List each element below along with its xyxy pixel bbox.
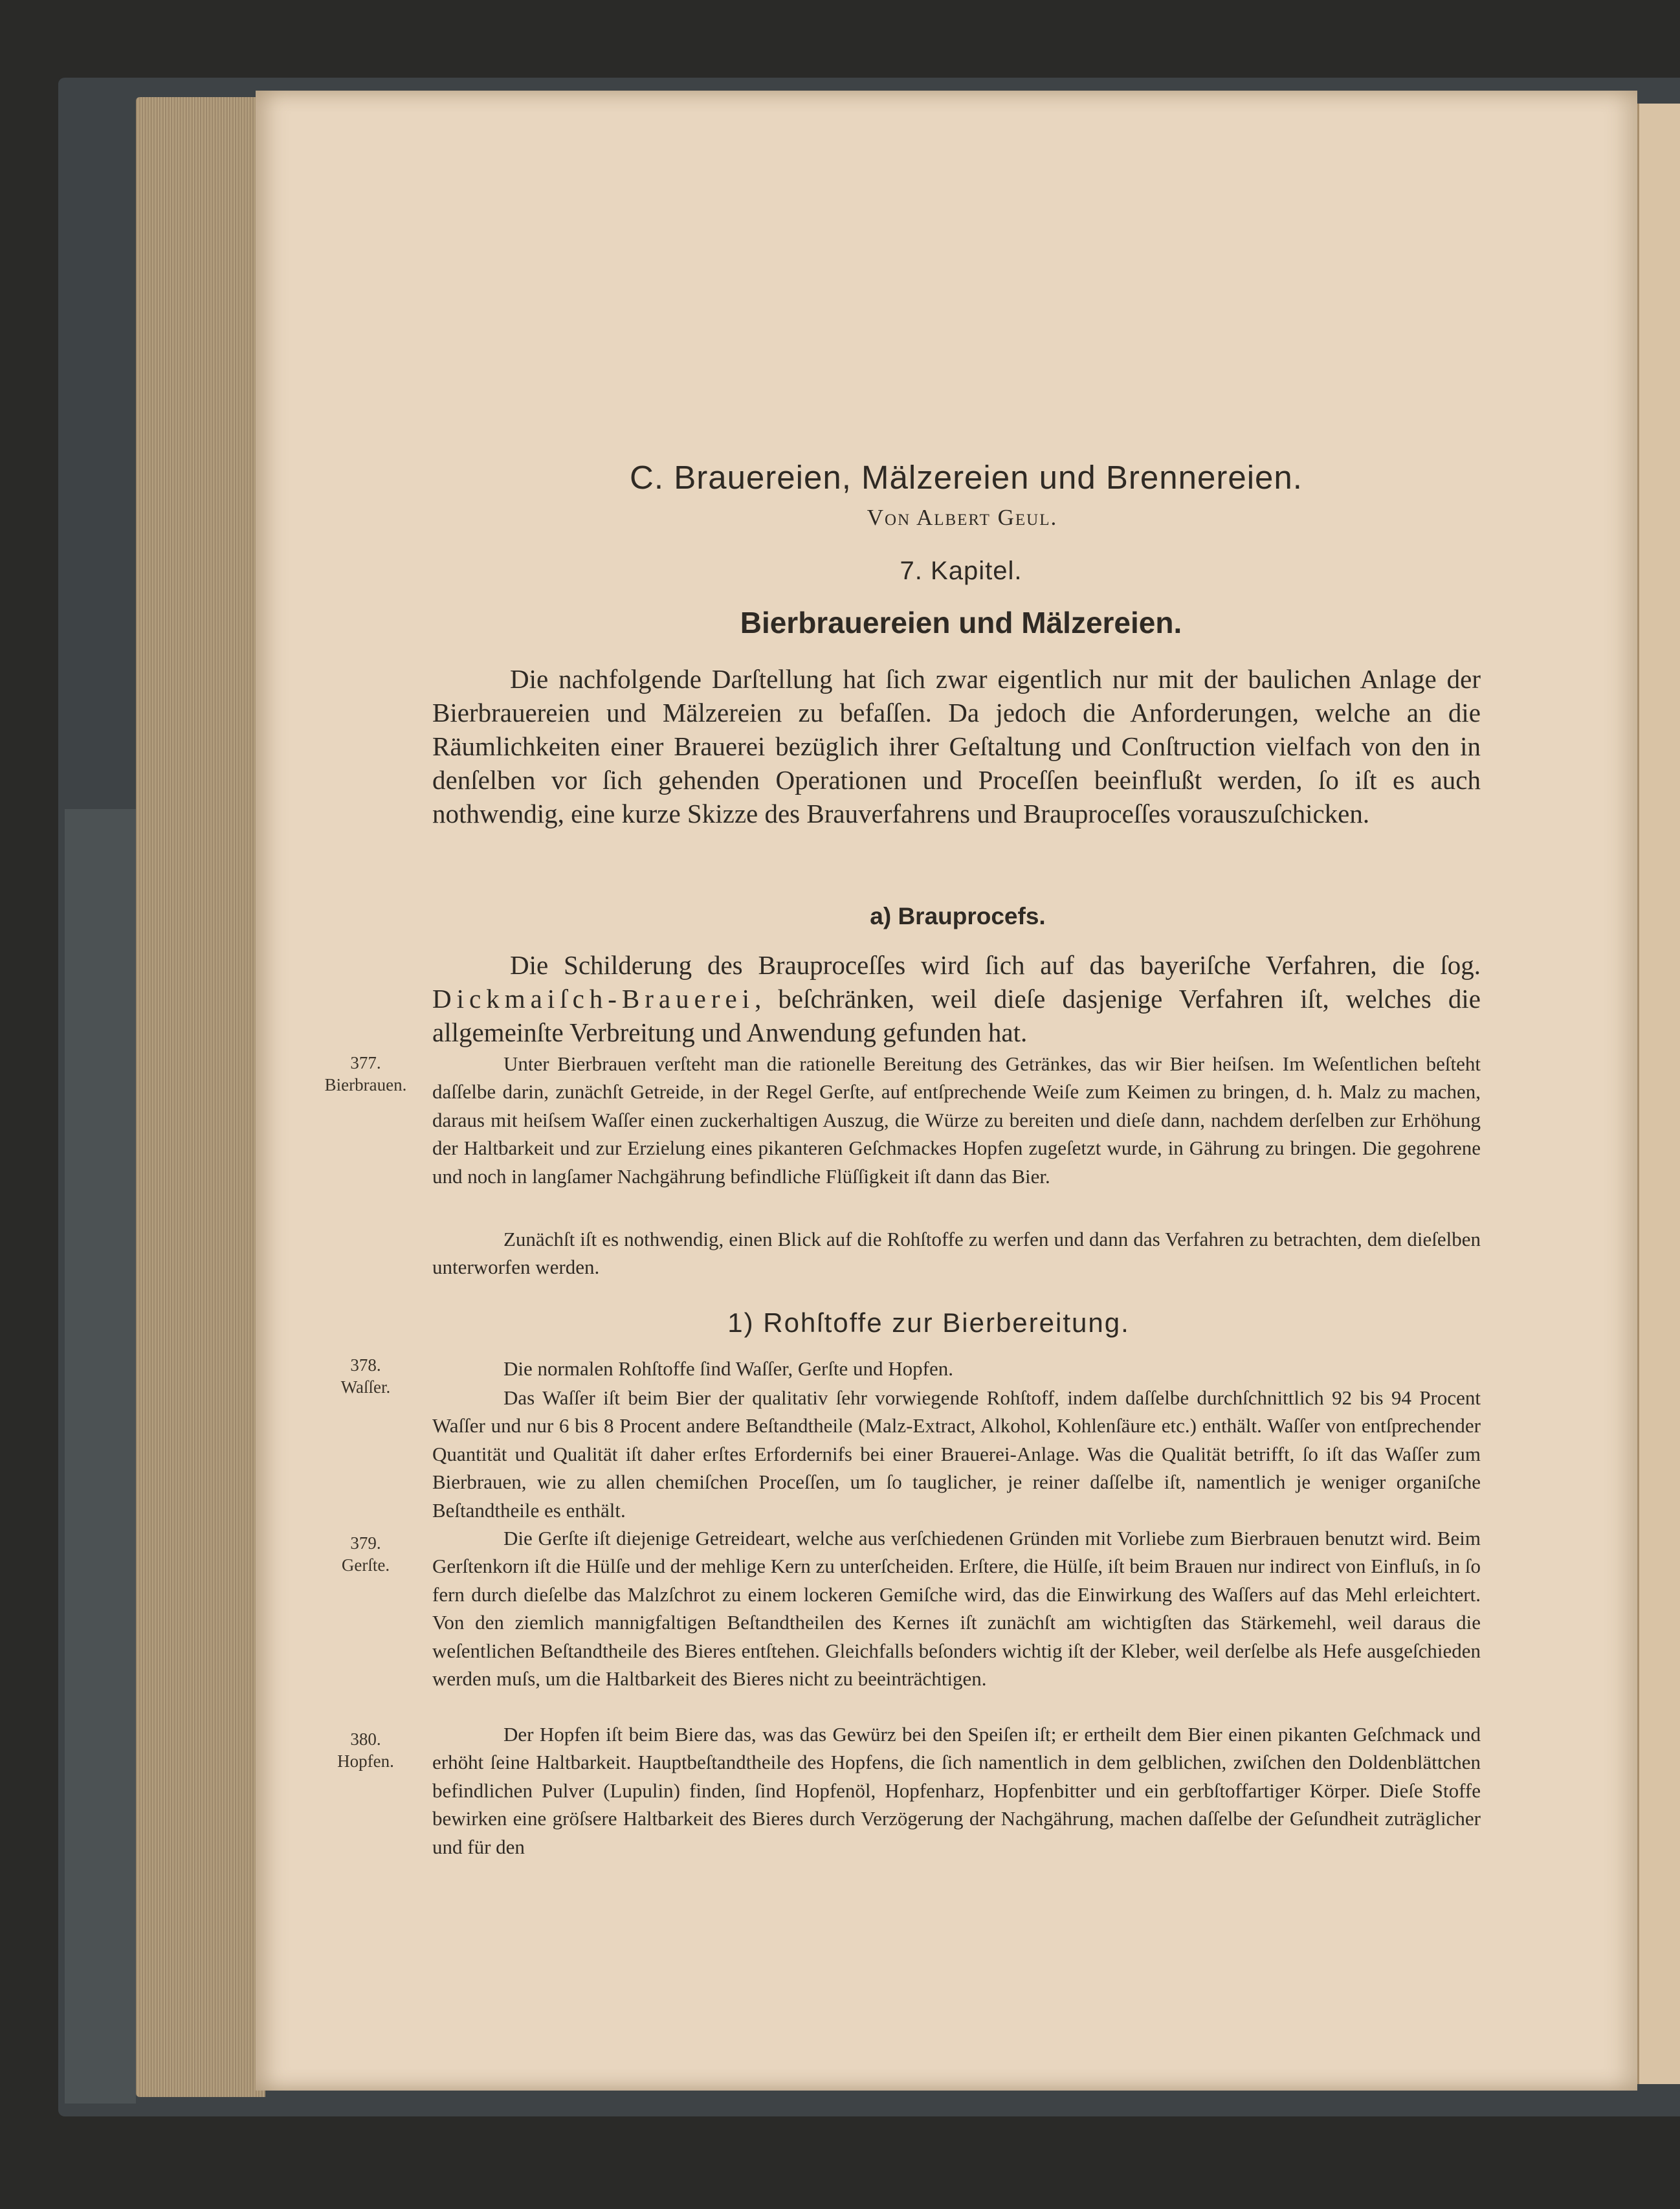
lead-term: Dickmaiſch-Brauerei (432, 984, 755, 1014)
next-page-edge (1637, 104, 1680, 2084)
margin-note (307, 1354, 424, 1398)
margin-note-number: 379. (350, 1533, 381, 1553)
paragraph-rohstoffe: Die normalen Rohſtoffe ſind Waſſer, Gerſte und Hopfen. (503, 1357, 954, 1380)
paragraph-bierbrauen: Unter Bierbrauen verſteht man die rationelle Bereitung des Getränkes, das wir Bier heiſsen. Im Weſentlichen beſteht daſſelbe darin, zunächſt Getreide, in der Regel Gerſte, auf entſprechende Weiſe zum Keimen zu bringen, d. h. Malz zu machen, daraus mit heiſsem Waſſer einen zuckerhaltigen Auszug, die Würze zu bereiten und dieſe dann, nachdem derſelben zur Erhöhung der Haltbarkeit und zur Erzielung eines pikanteren Geſchmackes Hopfen zugeſetzt wurde, in Gährung zu bringen. Die gegohrene und noch in langſamer Nachgährung befindliche Flüſſigkeit iſt dann das Bier. (432, 1052, 1481, 1188)
margin-note (307, 1052, 424, 1096)
margin-note-label: Hopfen. (337, 1751, 394, 1771)
section-a-title: a) Brauprocefs. (870, 903, 1046, 929)
chapter-title: Bierbrauereien und Mälzereien. (740, 606, 1182, 639)
main-title: C. Brauereien, Mälzereien und Brennereien. (630, 459, 1303, 496)
margin-note (307, 1532, 424, 1576)
margin-note-label: Waſſer. (340, 1377, 391, 1397)
margin-note (307, 1728, 424, 1772)
section-a-lead (432, 948, 1481, 1049)
lead-text-2: , beſchränken, weil dieſe dasjenige Verfahren iſt, welches die allgemeinſte Verbreitung und Anwendung gefunden hat. (432, 984, 1481, 1047)
paragraph-wasser: Das Waſſer iſt beim Bier der qualitativ ſehr vorwiegende Rohſtoff, indem daſſelbe durchſchnittlich 92 bis 94 Procent Waſſer und nur 6 bis 8 Procent andere Beſtandtheile (Malz-Extract, Alkohol, Kohlenſäure etc.) enthält. Waſſer von entſprechender Quantität und Qualität iſt daher erſtes Erfordernifs bei einer Brauerei-Anlage. Was die Qualität betrifft, ſo iſt das Waſſer zum Bierbrauen, wie zu allen chemiſchen Proceſſen, um ſo tauglicher, je reiner daſſelbe iſt, namentlich je weniger organiſche Beſtandtheile es enthält. (432, 1386, 1481, 1522)
margin-note-number: 380. (350, 1729, 381, 1749)
margin-note-number: 378. (350, 1355, 381, 1375)
lead-text-1: Die Schilderung des Brauproceſſes wird ſich auf das bayeriſche Verfahren, die ſog. (510, 950, 1481, 980)
chapter-number: 7. Kapitel. (900, 557, 1022, 585)
book-cover-edge (65, 809, 136, 2104)
paragraph-gerste: Die Gerſte iſt diejenige Getreideart, welche aus verſchiedenen Gründen mit Vorliebe zum Bierbrauen benutzt wird. Beim Gerſtenkorn iſt die Hülſe und der mehlige Kern zu unterſcheiden. Erſtere, die Hülſe, iſt beim Brauen nur indirect von Einfluſs, in ſo fern durch dieſelbe das Malzſchrot zu einem lockeren Gemiſche wird, das die Einwirkung des Waſſers auf das Mehl erleichtert. Von den ziemlich mannigfaltigen Beſtandtheilen des Kernes iſt zunächſt am wichtigſten das Stärkemehl, weil daraus die weſentlichen Beſtandtheile des Bieres entſtehen. Gleichfalls beſonders wichtig iſt der Kleber, weil derſelbe als Hefe ausgeſchieden werden muſs, um die Haltbarkeit des Bieres nicht zu beeinträchtigen. (432, 1527, 1481, 1691)
margin-note-label: Gerſte. (341, 1555, 390, 1575)
section-1-title: 1) Rohſtoffe zur Bierbereitung. (727, 1307, 1130, 1338)
paragraph-hopfen: Der Hopfen iſt beim Biere das, was das Gewürz bei den Speiſen iſt; er ertheilt dem Bier einen pikanten Geſchmack und erhöht ſeine Haltbarkeit. Hauptbeſtandtheile des Hopfens, die ſich namentlich in dem gelblichen, zwiſchen den Doldenblättchen befindlichen Pulver (Lupulin) finden, ſind Hopfenöl, Hopfenharz, Hopfenbitter und ein gerbſtoffartiger Körper. Dieſe Stoffe bewirken eine gröſsere Haltbarkeit des Bieres durch Verzögerung der Nachgährung, machen daſſelbe der Geſundheit zuträglicher und für den (432, 1723, 1481, 1858)
author-line: Von Albert Geul. (867, 505, 1058, 530)
margin-note-number: 377. (350, 1053, 381, 1072)
intro-paragraph: Die nachfolgende Darſtellung hat ſich zwar eigentlich nur mit der baulichen Anlage der Bierbrauereien und Mälzereien zu befaſſen. Da jedoch die Anforderungen, welche an die Räumlichkeiten einer Brauerei bezüglich ihrer Geſtaltung und Conſtruction vielfach von den in denſelben vor ſich gehenden Operationen und Proceſſen beeinflußt werden, ſo iſt es auch nothwendig, eine kurze Skizze des Brauverfahrens und Brauproceſſes vorauszuſchicken. (432, 664, 1481, 828)
paragraph-verfahren: Zunächſt iſt es nothwendig, einen Blick auf die Rohſtoffe zu werfen und dann das Verfahren zu betrachten, dem dieſelben unterworfen werden. (432, 1228, 1481, 1279)
page-stack (136, 97, 265, 2097)
margin-note-label: Bierbrauen. (324, 1075, 407, 1094)
